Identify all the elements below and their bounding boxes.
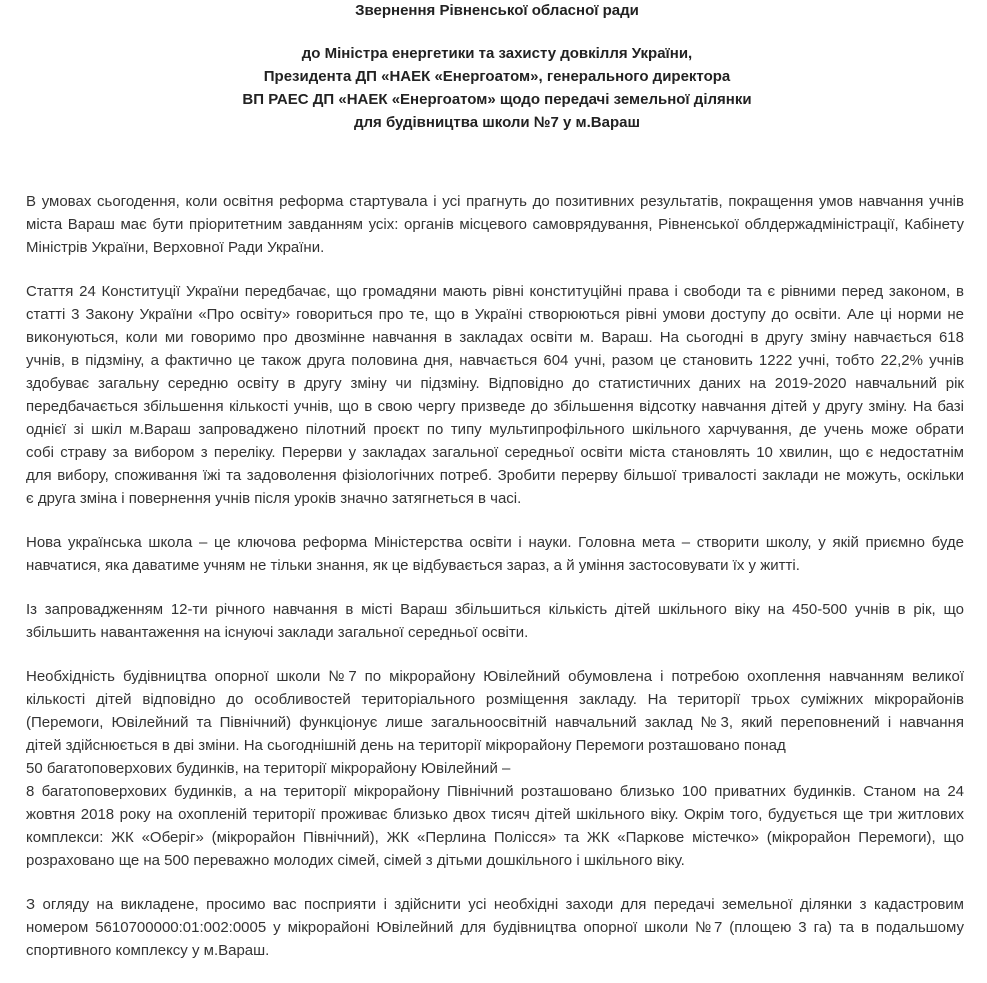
text-line: Із запровадженням 12-ти річного навчання в місті Вараш збільшиться кількість дітей шкільного віку на 450-500 учнів в рік, що	[26, 601, 964, 618]
text-line: В умовах сьогодення, коли освітня реформа стартувала і усі прагнуть до позитивних результатів, покращення умов навчання учнів	[26, 193, 964, 210]
text-line: учнів, в підзміну, а фактично це також друга половина дня, навчається 604 учні, разом це становить 1222 учні, тобто 22,2% учнів	[26, 352, 964, 369]
paragraph-intro	[26, 190, 964, 259]
text-line: (Перемоги, Ювілейний та Північний) функціонує лише загальноосвітній навчальний заклад №3, який переповнений і навчання	[26, 714, 964, 731]
text-line: Стаття 24 Конституції України передбачає, що громадяни мають рівні конституційні права і свободи та є рівними перед законом, в	[26, 283, 964, 300]
addressee-block	[30, 42, 964, 134]
paragraph-new-school	[26, 531, 964, 577]
text-line: здобуває загальну середню освіту в другу зміну чи підзміну. Відповідно до статистичних даних на 2019-2020 навчальний рік	[26, 375, 964, 392]
text-line: собі страву за вибором з переліку. Перерви у закладах загальної середньої освіти міста становлять 10 хвилин, що є недостатнім	[26, 444, 964, 461]
document	[26, 0, 964, 983]
text-line: Необхідність будівництва опорної школи №7 по мікрорайону Ювілейний обумовлена і потребою охоплення навчанням великої	[26, 668, 964, 685]
document-body	[26, 190, 964, 962]
addressee-line: для будівництва школи №7 у м.Вараш	[353, 114, 640, 131]
paragraph-necessity	[26, 665, 964, 872]
text-line: виконуються, коли ми говоримо про двозмінне навчання в закладах освіти м. Вараш. На сьогодні в другу зміну навчається 618	[26, 329, 964, 346]
text-line: номером 5610700000:01:002:0005 у мікрорайоні Ювілейний для будівництва опорної школи №7 (площею 3 га) та в подальшому	[26, 919, 964, 936]
text-line: передбачається збільшення кількості учнів, що в свою чергу призведе до збільшення відсотку навчання дітей у другу зміну. На базі	[26, 398, 964, 415]
text-line: Нова українська школа – це ключова реформа Міністерства освіти і науки. Головна мета – створити школу, у якій приємно буде	[26, 534, 964, 551]
addressee-line: до Міністра енергетики та захисту довкілля України,	[301, 45, 693, 62]
text-line: розраховано ще на 500 переважно молодих сімей, сімей з дітьми дошкільного і шкільного віку.	[26, 852, 685, 869]
paragraph-constitution	[26, 280, 964, 510]
text-line: міста Вараш має бути пріоритетним завданням усіх: органів місцевого самоврядування, Рівненської облдержадміністрації, Кабінету	[26, 216, 964, 233]
paragraph-request	[26, 893, 964, 962]
text-line: для вибору, споживання їжі та задоволення фізіологічних потреб. Зробити перерву більшої тривалості заклади не можуть, оскільки	[26, 467, 964, 484]
text-line: дітей здійснюється в дві зміни. На сьогоднішній день на території мікрорайону Перемоги розташовано понад	[26, 737, 786, 754]
text-line: комплекси: ЖК «Оберіг» (мікрорайон Північний), ЖК «Перлина Полісся» та ЖК «Паркове містечко» (мікрорайон Перемоги), що	[26, 829, 964, 846]
text-line: кількості дітей відповідно до особливостей територіального розміщення закладу. На території трьох суміжних мікрорайонів	[26, 691, 964, 708]
text-line: статті 3 Закону України «Про освіту» говориться про те, що в Україні створюються рівні умови доступу до освіти. Але ці норми не	[26, 306, 964, 323]
text-line: однієї зі шкіл м.Вараш запроваджено пілотний проєкт по типу мультипрофільного шкільного харчування, де учень може обрати	[26, 421, 964, 438]
text-line: Міністрів України, Верховної Ради України.	[26, 239, 325, 256]
text-line: навчатися, яка даватиме учням не тільки знання, як це відбувається зараз, а й уміння застосовувати їх у житті.	[26, 557, 800, 574]
document-title	[30, 0, 964, 22]
addressee-line: ВП РАЕС ДП «НАЕК «Енергоатом» щодо передачі земельної ділянки	[242, 91, 752, 108]
text-line: є друга зміна і повернення учнів після уроків значно затягнеться в часі.	[26, 490, 522, 507]
text-line: збільшить навантаження на існуючі заклади загальної середньої освіти.	[26, 624, 529, 641]
text-line: 8 багатоповерхових будинків, а на території мікрорайону Північний розташовано близько 100 приватних будинків. Станом на 24	[26, 783, 964, 800]
text-line: спортивного комплексу у м.Вараш.	[26, 942, 270, 959]
addressee-line: Президента ДП «НАЕК «Енергоатом», генерального директора	[263, 68, 731, 85]
title-line: Звернення Рівненської обласної ради	[355, 2, 639, 19]
text-line: жовтня 2018 року на охопленій території проживає близько двох тисяч дітей шкільного віку. Окрім того, будується ще три житлових	[26, 806, 964, 823]
text-line: 50 багатоповерхових будинків, на території мікрорайону Ювілейний –	[26, 760, 511, 777]
text-line: З огляду на викладене, просимо вас посприяти і здійснити усі необхідні заходи для передачі земельної ділянки з кадастровим	[26, 896, 964, 913]
paragraph-12-year	[26, 598, 964, 644]
